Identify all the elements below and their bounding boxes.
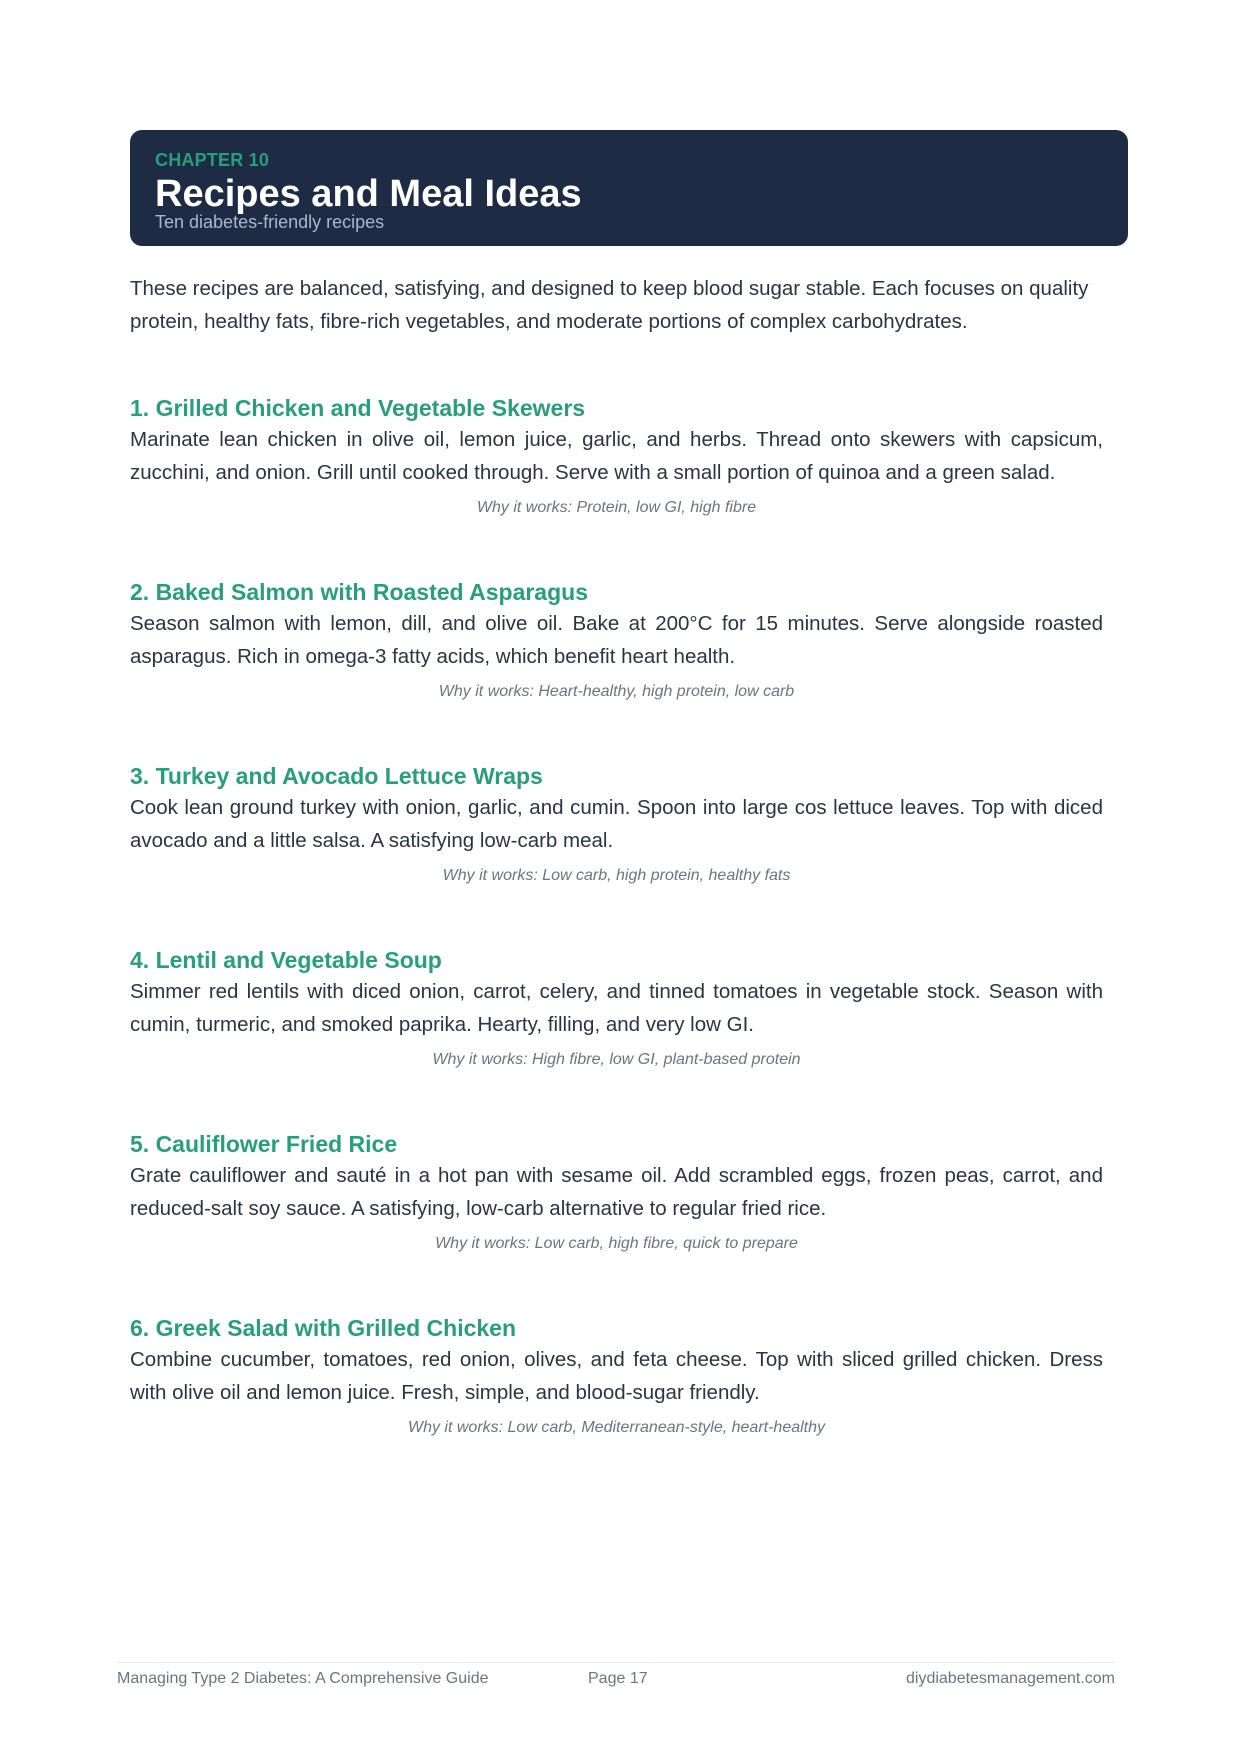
recipe-title: 1. Grilled Chicken and Vegetable Skewers (130, 395, 586, 421)
recipe-section (130, 946, 1103, 1070)
recipe-title: 4. Lentil and Vegetable Soup (130, 947, 442, 973)
recipe-body: Cook lean ground turkey with onion, garlic, and cumin. Spoon into large cos lettuce leaves. Top with diced avocado and a little salsa. A satisfying low-carb meal. (130, 796, 1103, 852)
recipe-note: Why it works: Low carb, high fibre, quick to prepare (435, 1235, 798, 1252)
recipe-body: Simmer red lentils with diced onion, carrot, celery, and tinned tomatoes in vegetable stock. Season with cumin, turmeric, and smoked paprika. Hearty, filling, and very low GI. (130, 980, 1103, 1036)
recipe-title: 6. Greek Salad with Grilled Chicken (130, 1315, 517, 1341)
recipe-section (130, 1314, 1103, 1438)
chapter-subtitle: Ten diabetes-friendly recipes (155, 212, 385, 232)
recipe-note: Why it works: Heart-healthy, high protein, low carb (438, 683, 795, 700)
recipe-body: Grate cauliflower and sauté in a hot pan with sesame oil. Add scrambled eggs, frozen peas, carrot, and reduced-salt soy sauce. A satisfying, low-carb alternative to regular fried rice. (130, 1164, 1103, 1220)
footer-website: diydiabetesmanagement.com (905, 1670, 1115, 1687)
footer-page-number: Page 17 (588, 1670, 648, 1687)
recipe-note: Why it works: Protein, low GI, high fibre (476, 499, 757, 516)
recipe-note: Why it works: High fibre, low GI, plant-based protein (432, 1051, 801, 1068)
chapter-label: CHAPTER 10 (155, 150, 270, 170)
recipe-note: Why it works: Low carb, Mediterranean-style, heart-healthy (407, 1419, 826, 1436)
chapter-banner (130, 130, 1128, 246)
recipe-section (130, 762, 1103, 886)
recipe-body: Season salmon with lemon, dill, and olive oil. Bake at 200°C for 15 minutes. Serve alongside roasted asparagus. Rich in omega-3 fatty acids, which benefit heart health. (130, 612, 1103, 668)
footer-divider (117, 1662, 1115, 1663)
chapter-title: Recipes and Meal Ideas (155, 173, 582, 215)
footer-book-title: Managing Type 2 Diabetes: A Comprehensive Guide (117, 1670, 489, 1687)
recipe-title: 5. Cauliflower Fried Rice (130, 1131, 398, 1157)
recipe-title: 3. Turkey and Avocado Lettuce Wraps (130, 763, 543, 789)
recipe-note: Why it works: Low carb, high protein, healthy fats (442, 867, 791, 884)
recipe-section (130, 1130, 1103, 1254)
recipe-section (130, 578, 1103, 702)
recipe-body: Marinate lean chicken in olive oil, lemon juice, garlic, and herbs. Thread onto skewers with capsicum, zucchini, and onion. Grill until cooked through. Serve with a small portion of quinoa and a green salad. (130, 428, 1103, 484)
intro-paragraph: These recipes are balanced, satisfying, and designed to keep blood sugar stable. Each focuses on quality protein, healthy fats, fibre-rich vegetables, and moderate portions of complex carbohydrates. (130, 277, 1089, 333)
recipe-title: 2. Baked Salmon with Roasted Asparagus (130, 579, 588, 605)
recipe-body: Combine cucumber, tomatoes, red onion, olives, and feta cheese. Top with sliced grilled chicken. Dress with olive oil and lemon juice. Fresh, simple, and blood-sugar friendly. (130, 1348, 1103, 1404)
recipe-section (130, 394, 1103, 518)
